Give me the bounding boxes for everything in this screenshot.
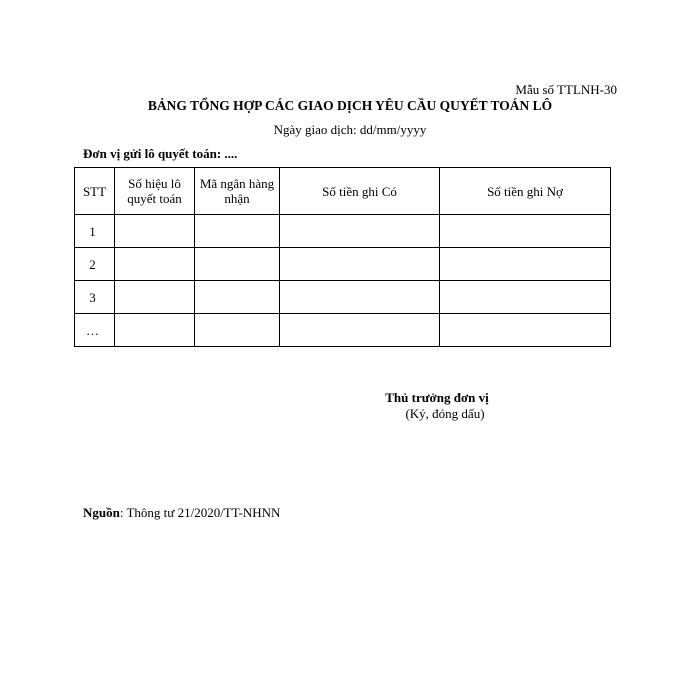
table-header-row <box>75 168 611 215</box>
cell-debit-amount[interactable] <box>440 215 611 248</box>
header-receiving-bank-code: Mã ngân hàng nhận <box>195 168 280 215</box>
row-stt: 2 <box>75 248 115 281</box>
header-stt: STT <box>75 168 115 215</box>
cell-receiving-bank-code[interactable] <box>195 281 280 314</box>
cell-batch-number[interactable] <box>115 248 195 281</box>
cell-debit-amount[interactable] <box>440 248 611 281</box>
row-stt: … <box>75 314 115 347</box>
row-stt: 1 <box>75 215 115 248</box>
source-text: : Thông tư 21/2020/TT-NHNN <box>119 505 281 520</box>
settlement-table <box>74 167 611 347</box>
form-code: Mẫu số TTLNH-30 <box>515 82 617 97</box>
cell-batch-number[interactable] <box>115 314 195 347</box>
cell-receiving-bank-code[interactable] <box>195 215 280 248</box>
cell-credit-amount[interactable] <box>280 281 440 314</box>
row-stt: 3 <box>75 281 115 314</box>
document-title: BẢNG TỔNG HỢP CÁC GIAO DỊCH YÊU CẦU QUYẾT TOÁN LÔ <box>147 98 553 113</box>
signature-title: Thủ trưởng đơn vị <box>385 390 489 405</box>
source-label: Nguồn <box>83 505 120 520</box>
header-credit-amount: Số tiền ghi Có <box>280 168 440 215</box>
header-debit-amount: Số tiền ghi Nợ <box>440 168 611 215</box>
source-line <box>83 505 280 521</box>
table-row <box>75 215 611 248</box>
table-row <box>75 314 611 347</box>
cell-batch-number[interactable] <box>115 281 195 314</box>
table-row <box>75 281 611 314</box>
cell-debit-amount[interactable] <box>440 314 611 347</box>
cell-credit-amount[interactable] <box>280 248 440 281</box>
cell-receiving-bank-code[interactable] <box>195 314 280 347</box>
cell-credit-amount[interactable] <box>280 314 440 347</box>
trade-date: Ngày giao dịch: dd/mm/yyyy <box>273 122 427 137</box>
table-row <box>75 248 611 281</box>
cell-batch-number[interactable] <box>115 215 195 248</box>
cell-debit-amount[interactable] <box>440 281 611 314</box>
signature-note: (Ký, đóng dấu) <box>405 406 485 421</box>
cell-receiving-bank-code[interactable] <box>195 248 280 281</box>
header-batch-number: Số hiệu lô quyết toán <box>115 168 195 215</box>
sender-unit: Đơn vị gửi lô quyết toán: .... <box>83 146 238 161</box>
cell-credit-amount[interactable] <box>280 215 440 248</box>
